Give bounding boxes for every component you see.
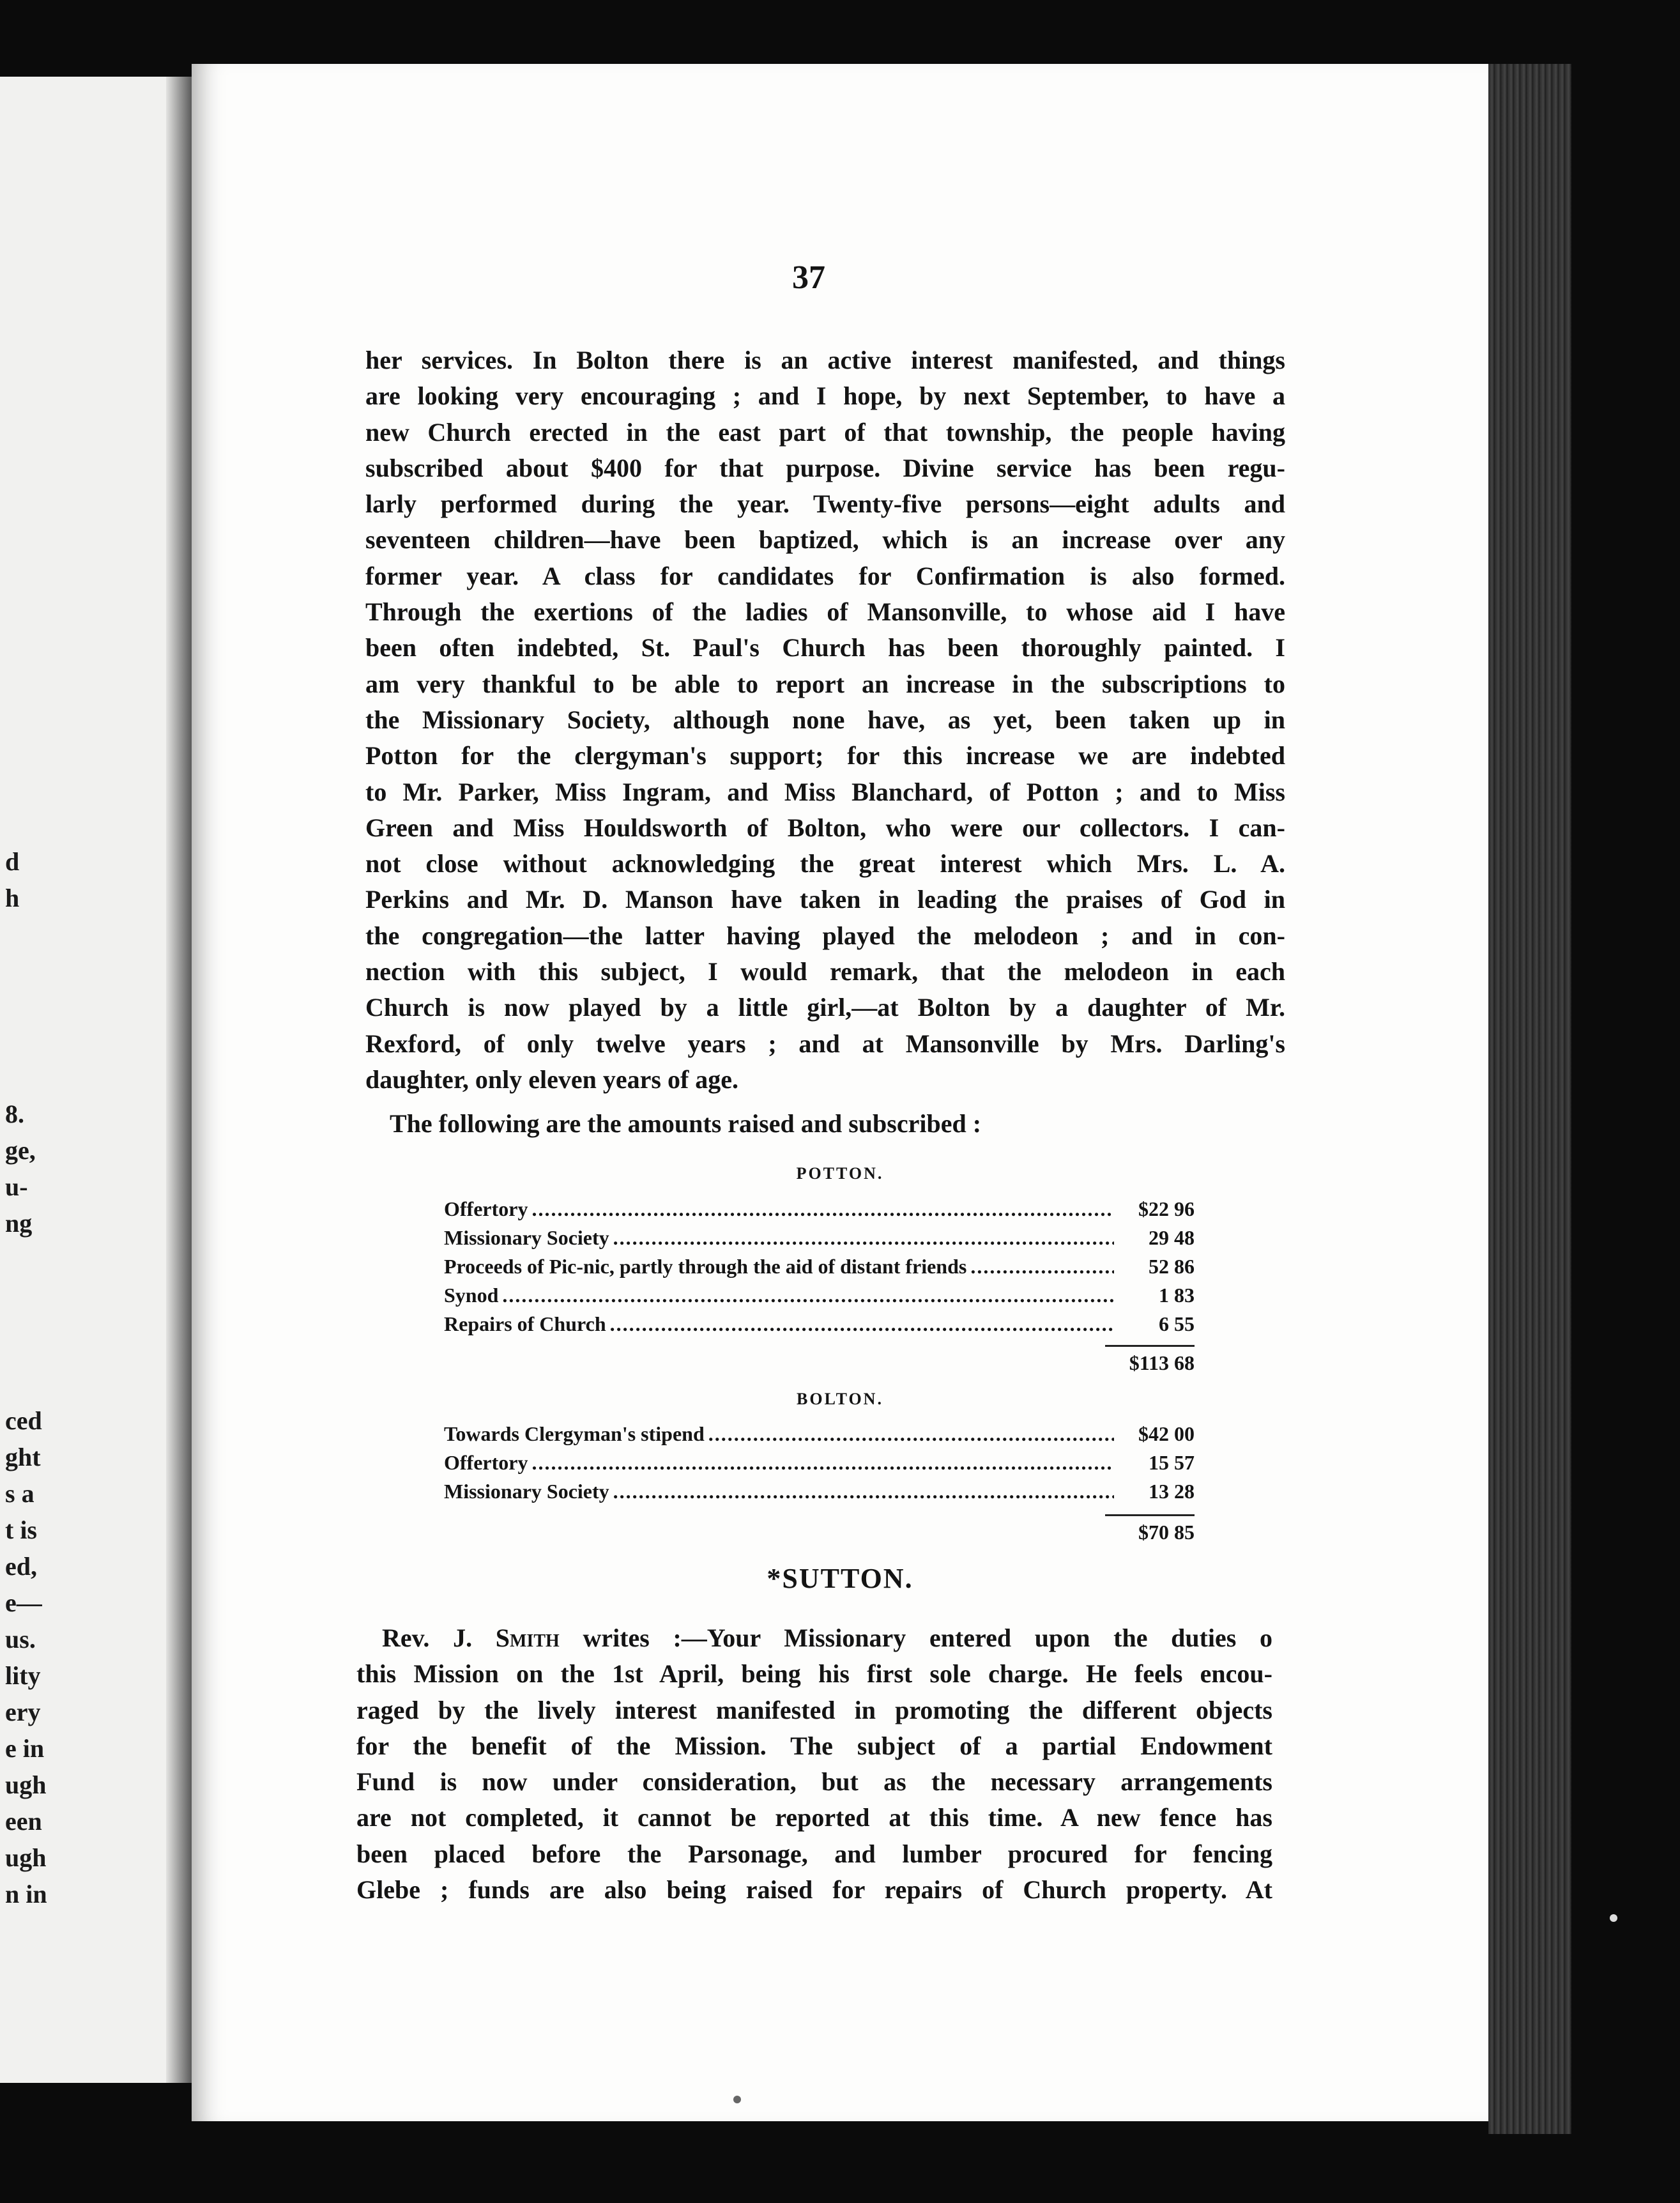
page-number: 37 — [792, 259, 825, 296]
paragraph-bolton-report — [365, 342, 1285, 1098]
account-amount: 6 55 — [1159, 1312, 1195, 1335]
left-fragment: e in — [5, 1734, 45, 1763]
left-fragment: u- — [5, 1172, 28, 1201]
text-line: been often indebted, St. Paul's Church has been thoroughly painted. I — [365, 633, 1285, 663]
text-line: daughter, only eleven years of age. — [365, 1064, 739, 1094]
left-fragment: ng — [5, 1209, 33, 1238]
account-amount: 29 48 — [1149, 1226, 1195, 1249]
specks — [733, 2096, 741, 2103]
dot-leader — [708, 1420, 1114, 1448]
sutton-heading: *SUTTON. — [767, 1563, 913, 1594]
account-label: Missionary Society — [444, 1226, 609, 1249]
dot-leader — [970, 1252, 1114, 1281]
bolton-heading: BOLTON. — [797, 1390, 883, 1408]
text-line: larly performed during the year. Twenty-five persons—eight adults and — [365, 489, 1285, 519]
text-line: this Mission on the 1st April, being his first sole charge. He feels encou- — [356, 1659, 1272, 1689]
dot-leader — [610, 1310, 1114, 1339]
account-row — [444, 1477, 1195, 1506]
text-line: the Missionary Society, although none have, as yet, been taken up in — [365, 705, 1285, 734]
left-fragment: s a — [5, 1479, 34, 1508]
left-fragment: 8. — [5, 1100, 24, 1128]
left-fragment: n in — [5, 1880, 47, 1908]
left-fragment: ugh — [5, 1770, 47, 1799]
amounts-intro: The following are the amounts raised and subscribed : — [390, 1109, 982, 1138]
potton-heading: POTTON. — [796, 1164, 884, 1183]
left-fragment: ed, — [5, 1552, 37, 1581]
left-fragment: h — [5, 884, 20, 912]
text-line: Fund is now under consideration, but as the necessary arrangements — [356, 1767, 1272, 1797]
account-row — [444, 1281, 1195, 1310]
text-line: are not completed, it cannot be reported at this time. A new fence has — [356, 1803, 1272, 1832]
left-fragment: e— — [5, 1588, 42, 1617]
text-line: for the benefit of the Mission. The subject of a partial Endowment — [356, 1731, 1272, 1760]
specks — [1610, 1914, 1617, 1922]
text-line: to Mr. Parker, Miss Ingram, and Miss Blanchard, of Potton ; and to Miss — [365, 777, 1285, 806]
account-label: Synod — [444, 1284, 499, 1307]
paragraph-sutton-report — [356, 1620, 1272, 1908]
text-line: former year. A class for candidates for Confirmation is also formed. — [365, 561, 1285, 590]
account-label: Missionary Society — [444, 1480, 609, 1503]
account-label: Towards Clergyman's stipend — [444, 1422, 705, 1445]
text-line: new Church erected in the east part of that township, the people having — [365, 417, 1285, 447]
account-amount: 52 86 — [1149, 1255, 1195, 1278]
left-fragment: t is — [5, 1516, 37, 1544]
left-fragment: ugh — [5, 1843, 47, 1872]
text-line: not close without acknowledging the great interest which Mrs. L. A. — [365, 849, 1285, 879]
account-row — [444, 1195, 1195, 1224]
left-fragment: lity — [5, 1661, 41, 1690]
author-name: Smith — [495, 1623, 560, 1652]
account-row — [444, 1224, 1195, 1252]
page-gutter — [166, 77, 192, 2083]
account-label: Proceeds of Pic-nic, partly through the aid of distant friends — [444, 1255, 967, 1278]
text-line: Glebe ; funds are also being raised for repairs of Church property. At — [356, 1875, 1272, 1905]
text-line: Church is now played by a little girl,—at Bolton by a daughter of Mr. — [365, 993, 1285, 1022]
text-line — [356, 1620, 1272, 1656]
text-line: nection with this subject, I would remark, that the melodeon in each — [365, 957, 1285, 986]
account-amount: $42 00 — [1138, 1422, 1195, 1445]
dot-leader — [531, 1448, 1114, 1477]
account-row — [444, 1252, 1195, 1281]
text-line: Potton for the clergyman's support; for this increase we are indebted — [365, 741, 1285, 771]
potton-accounts — [444, 1195, 1195, 1339]
left-fragment: een — [5, 1807, 42, 1836]
left-fragment: ge, — [5, 1136, 36, 1165]
left-fragment: us. — [5, 1625, 36, 1654]
account-amount: 1 83 — [1159, 1284, 1195, 1307]
left-fragment: ery — [5, 1698, 41, 1726]
text-line: her services. In Bolton there is an active interest manifested, and things — [365, 346, 1285, 374]
bolton-total: $70 85 — [1138, 1521, 1195, 1544]
dot-leader — [531, 1195, 1114, 1224]
account-label: Offertory — [444, 1451, 528, 1474]
account-amount: 15 57 — [1149, 1451, 1195, 1474]
left-facing-page — [0, 77, 192, 2083]
account-label: Offertory — [444, 1197, 528, 1220]
account-row — [444, 1420, 1195, 1448]
text-line: are looking very encouraging ; and I hope, by next September, to have a — [365, 381, 1285, 411]
dot-leader — [613, 1477, 1114, 1506]
account-amount: $22 96 — [1138, 1197, 1195, 1220]
text-line: the congregation—the latter having played the melodeon ; and in con- — [365, 921, 1285, 950]
account-label: Repairs of Church — [444, 1312, 606, 1335]
left-fragment: d — [5, 847, 20, 876]
text-line: raged by the lively interest manifested in promoting the different objects — [356, 1695, 1272, 1724]
book-page-edges — [1488, 64, 1571, 2134]
total-rule — [1105, 1345, 1195, 1347]
account-amount: 13 28 — [1149, 1480, 1195, 1503]
text-line: Rexford, of only twelve years ; and at Mansonville by Mrs. Darling's — [365, 1029, 1285, 1058]
total-rule — [1105, 1514, 1195, 1516]
left-fragment: ght — [5, 1443, 41, 1471]
text-line: Perkins and Mr. D. Manson have taken in leading the praises of God in — [365, 885, 1285, 914]
account-row — [444, 1310, 1195, 1339]
text-line: Green and Miss Houldsworth of Bolton, who were our collectors. I can- — [365, 813, 1285, 842]
text-line: seventeen children—have been baptized, which is an increase over any — [365, 525, 1285, 555]
dot-leader — [502, 1281, 1114, 1310]
left-fragment: ced — [5, 1406, 42, 1435]
account-row — [444, 1448, 1195, 1477]
text-line: Through the exertions of the ladies of Mansonville, to whose aid I have — [365, 597, 1285, 627]
text-line: been placed before the Parsonage, and lumber procured for fencing — [356, 1839, 1272, 1868]
text-line: am very thankful to be able to report an increase in the subscriptions to — [365, 669, 1285, 698]
line-rest: writes :—Your Missionary entered upon the duties o — [559, 1623, 1272, 1652]
bolton-accounts — [444, 1420, 1195, 1506]
text-line: subscribed about $400 for that purpose. Divine service has been regu- — [365, 453, 1285, 482]
dot-leader — [613, 1224, 1114, 1252]
potton-total: $113 68 — [1129, 1351, 1195, 1374]
line-prefix: Rev. J. — [382, 1623, 496, 1652]
